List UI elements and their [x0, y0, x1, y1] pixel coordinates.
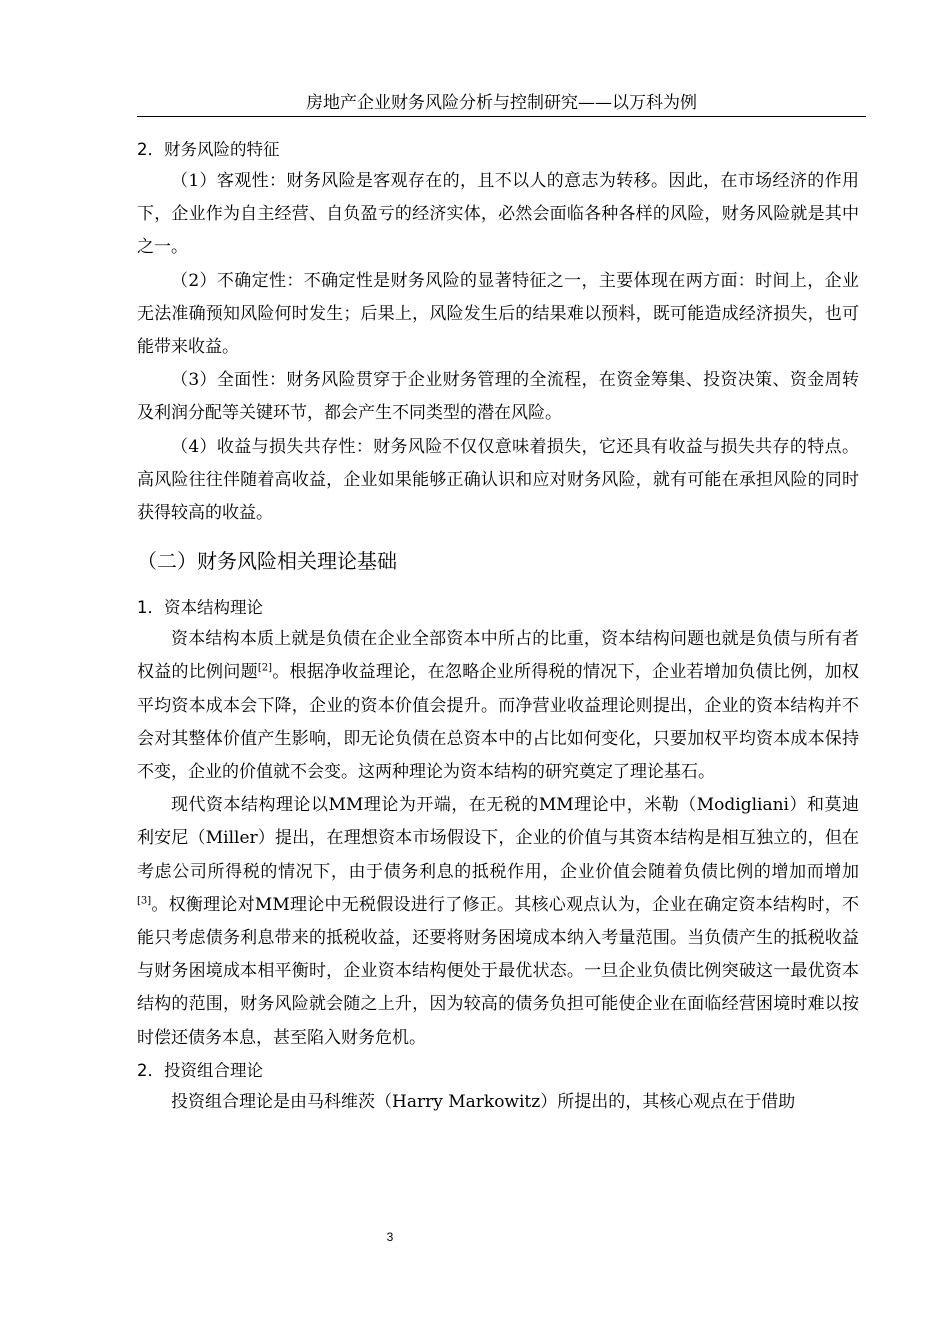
- paragraph-capital-structure-2: [137, 789, 859, 1055]
- subsection-heading-portfolio: 2．投资组合理论: [137, 1060, 263, 1080]
- text-run: 。权衡理论对MM理论中无税假设进行了修正。其核心观点认为，企业在确定资本结构时，不能只考虑债务利息带来的抵税收益，还要将财务困境成本纳入考量范围。当负债产生的抵税收益与财务困境成本相平衡时，企业资本结构便处于最优状态。一旦企业负债比例突破这一最优资本结构的范围，财务风险就会随之上升，因为较高的债务负担可能使企业在面临经营困境时难以按时偿还债务本息，甚至陷入财务危机。: [137, 894, 859, 1048]
- section-heading-features: 2．财务风险的特征: [137, 140, 280, 159]
- text-run: 现代资本结构理论以MM理论为开端，在无税的MM理论中，米勒（Modigliani）和莫迪利安尼（Miller）提出，在理想资本市场假设下，企业的价值与其资本结构是相互独立的，但在考虑公司所得税的情况下，由于债务利息的抵税作用，企业价值会随着负债比例的增加而增加: [137, 795, 859, 882]
- paragraph-portfolio-1: 投资组合理论是由马科维茨（Harry Markowitz）所提出的，其核心观点在于借助: [171, 1091, 796, 1112]
- paragraph-uncertainty: （2）不确定性：不确定性是财务风险的显著特征之一，主要体现在两方面：时间上，企业无法准确预知风险何时发生；后果上，风险发生后的结果难以预料，既可能造成经济损失，也可能带来收益。: [137, 270, 859, 358]
- citation-ref: [2]: [257, 662, 273, 674]
- citation-ref: [3]: [137, 895, 152, 907]
- text-run: 。根据净收益理论，在忽略企业所得税的情况下，企业若增加负债比例，加权平均资本成本会下降，企业的资本价值会提升。而净营业收益理论则提出，企业的资本结构并不会对其整体价值产生影响，即无论负债在总资本中的占比如何变化，只要加权平均资本成本保持不变，企业的价值就不会变。这两种理论为资本结构的研究奠定了理论基石。: [137, 662, 860, 783]
- page-header: 房地产企业财务风险分析与控制研究——以万科为例: [137, 92, 866, 117]
- paragraph-capital-structure-1: [137, 623, 859, 789]
- paragraph-objectivity: （1）客观性：财务风险是客观存在的，且不以人的意志为转移。因此，在市场经济的作用下，企业作为自主经营、自负盈亏的经济实体，必然会面临各种各样的风险，财务风险就是其中之一。: [137, 171, 859, 258]
- paragraph-comprehensiveness: （3）全面性：财务风险贯穿于企业财务管理的全流程，在资金筹集、投资决策、资金周转及利润分配等关键环节，都会产生不同类型的潜在风险。: [137, 370, 859, 424]
- paragraph-coexistence: （4）收益与损失共存性：财务风险不仅仅意味着损失，它还具有收益与损失共存的特点。高风险往往伴随着高收益，企业如果能够正确认识和应对财务风险，就有可能在承担风险的同时获得较高的收益。: [137, 436, 859, 524]
- page-body: [137, 134, 859, 1119]
- subsection-heading-capital-structure: 1．资本结构理论: [137, 598, 263, 618]
- section-heading-theory: （二）财务风险相关理论基础: [137, 549, 397, 574]
- text-run: 资本结构本质上就是负债在企业全部资本中所占的比重，资本结构问题也就是负债与所有者权益的比例问题: [137, 629, 859, 683]
- page-number: 3: [386, 1230, 394, 1244]
